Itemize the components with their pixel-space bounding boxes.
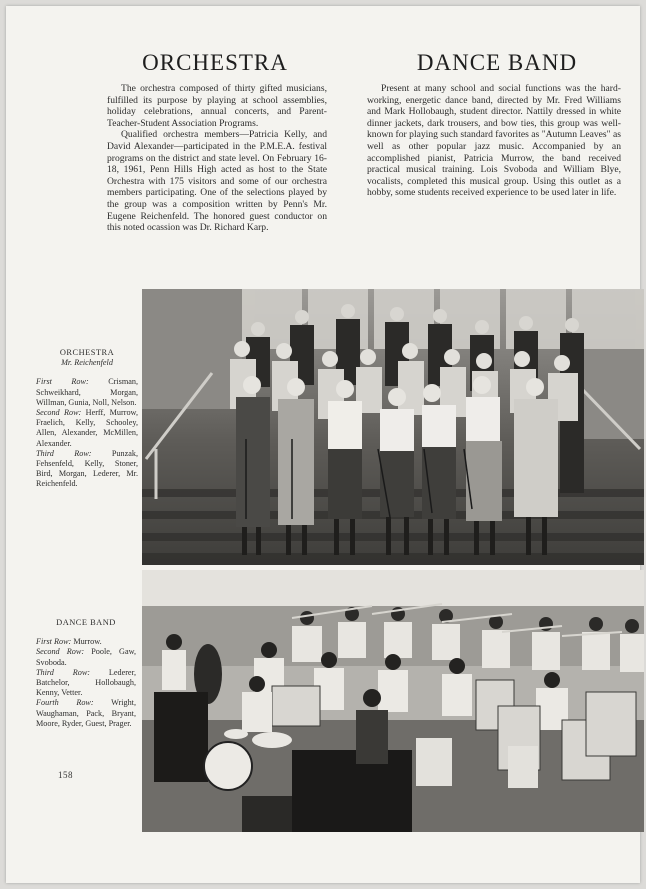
row-label: First Row: — [36, 637, 72, 647]
orchestra-article — [107, 83, 327, 234]
orchestra-paragraph-1: The orchestra composed of thirty gifted musicians, fulfilled its purpose by playing at school assemblies, holiday celebrations, annual concerts, and Parent-Teacher-Student Association Programs. — [107, 83, 327, 129]
dance-band-caption-row-1 — [36, 637, 136, 647]
dance-band-heading: DANCE BAND — [416, 50, 578, 75]
row-label: Third Row: — [36, 667, 91, 677]
yearbook-page — [6, 6, 640, 883]
orchestra-heading: ORCHESTRA — [142, 50, 288, 75]
page-number: 158 — [58, 770, 73, 780]
row-names: Punzak, Fehsenfeld, Kelly, Stoner, Bird, Morgan, Lederer, Mr. Reichenfeld. — [36, 448, 138, 489]
dance-band-caption-row-3 — [36, 668, 136, 699]
dance-band-photo — [142, 570, 644, 832]
orchestra-caption-row-1 — [36, 377, 138, 408]
dance-band-caption-row-4 — [36, 698, 136, 729]
row-label: First Row: — [36, 377, 89, 387]
dance-band-article — [367, 83, 621, 199]
row-names: Herff, Murrow, Fraelich, Kelly, Schooley, Allen, Alexander, McMillen, Alexander. — [36, 408, 138, 448]
dance-band-caption-row-2 — [36, 647, 136, 667]
row-label: Third Row: — [36, 448, 92, 458]
orchestra-paragraph-2: Qualified orchestra members—Patricia Kelly, and David Alexander—participated in the P.M.E.A. festival programs on the district and state level. On February 16-18, 1961, Penn Hills High acted as host to the State Orchestra with 175 visitors and some of our orchestra members participating. One of the selections played by the group was a composition written by Penn's Mr. Eugene Reichenfeld. The honored guest conductor on this noted ocassion was Dr. Richard Karp. — [107, 129, 327, 234]
row-label: Second Row: — [36, 408, 82, 418]
row-label: Second Row: — [36, 647, 85, 657]
row-names: Crisman, Schweikhard, Morgan, Willman, Gunia, Noll, Nelson. — [36, 377, 138, 407]
dance-band-photo-graphic — [142, 570, 644, 832]
dance-band-paragraph-1: Present at many school and social functions was the hard-working, energetic dance band, directed by Mr. Fred Williams and Mark Hollobaugh, student director. Nattily dressed in white dinner jackets, dark trousers, and bow ties, this group was well-known for playing such standard favorites as "Autumn Leaves" as well as other popular jazz music. Accompanied by an accomplished pianist, Patricia Murrow, the band received practical musical training. Lois Svoboda and William Blye, vocalists, completed this musical group. Using this outlet as a hobby, some students received experience to be used later in life. — [367, 83, 621, 199]
dance-band-caption-title: DANCE BAND — [56, 618, 116, 627]
orchestra-caption-row-3 — [36, 449, 138, 490]
orchestra-caption — [36, 348, 138, 490]
row-names: Lederer, Batchelor, Hollobaugh, Kenny, Vetter. — [36, 667, 137, 698]
dance-band-caption — [36, 618, 136, 729]
orchestra-caption-subtitle: Mr. Reichenfeld — [61, 358, 113, 368]
row-names: Poole, Gaw, Svoboda. — [36, 647, 137, 667]
orchestra-photo — [142, 289, 644, 565]
row-names: Murrow. — [73, 637, 102, 647]
orchestra-caption-row-2 — [36, 408, 138, 449]
orchestra-caption-title: ORCHESTRA — [59, 348, 115, 357]
orchestra-photo-graphic — [142, 289, 644, 565]
row-names: Wright, Waughaman, Pack, Bryant, Moore, Ryder, Guest, Prager. — [36, 698, 136, 728]
row-label: Fourth Row: — [36, 698, 94, 708]
